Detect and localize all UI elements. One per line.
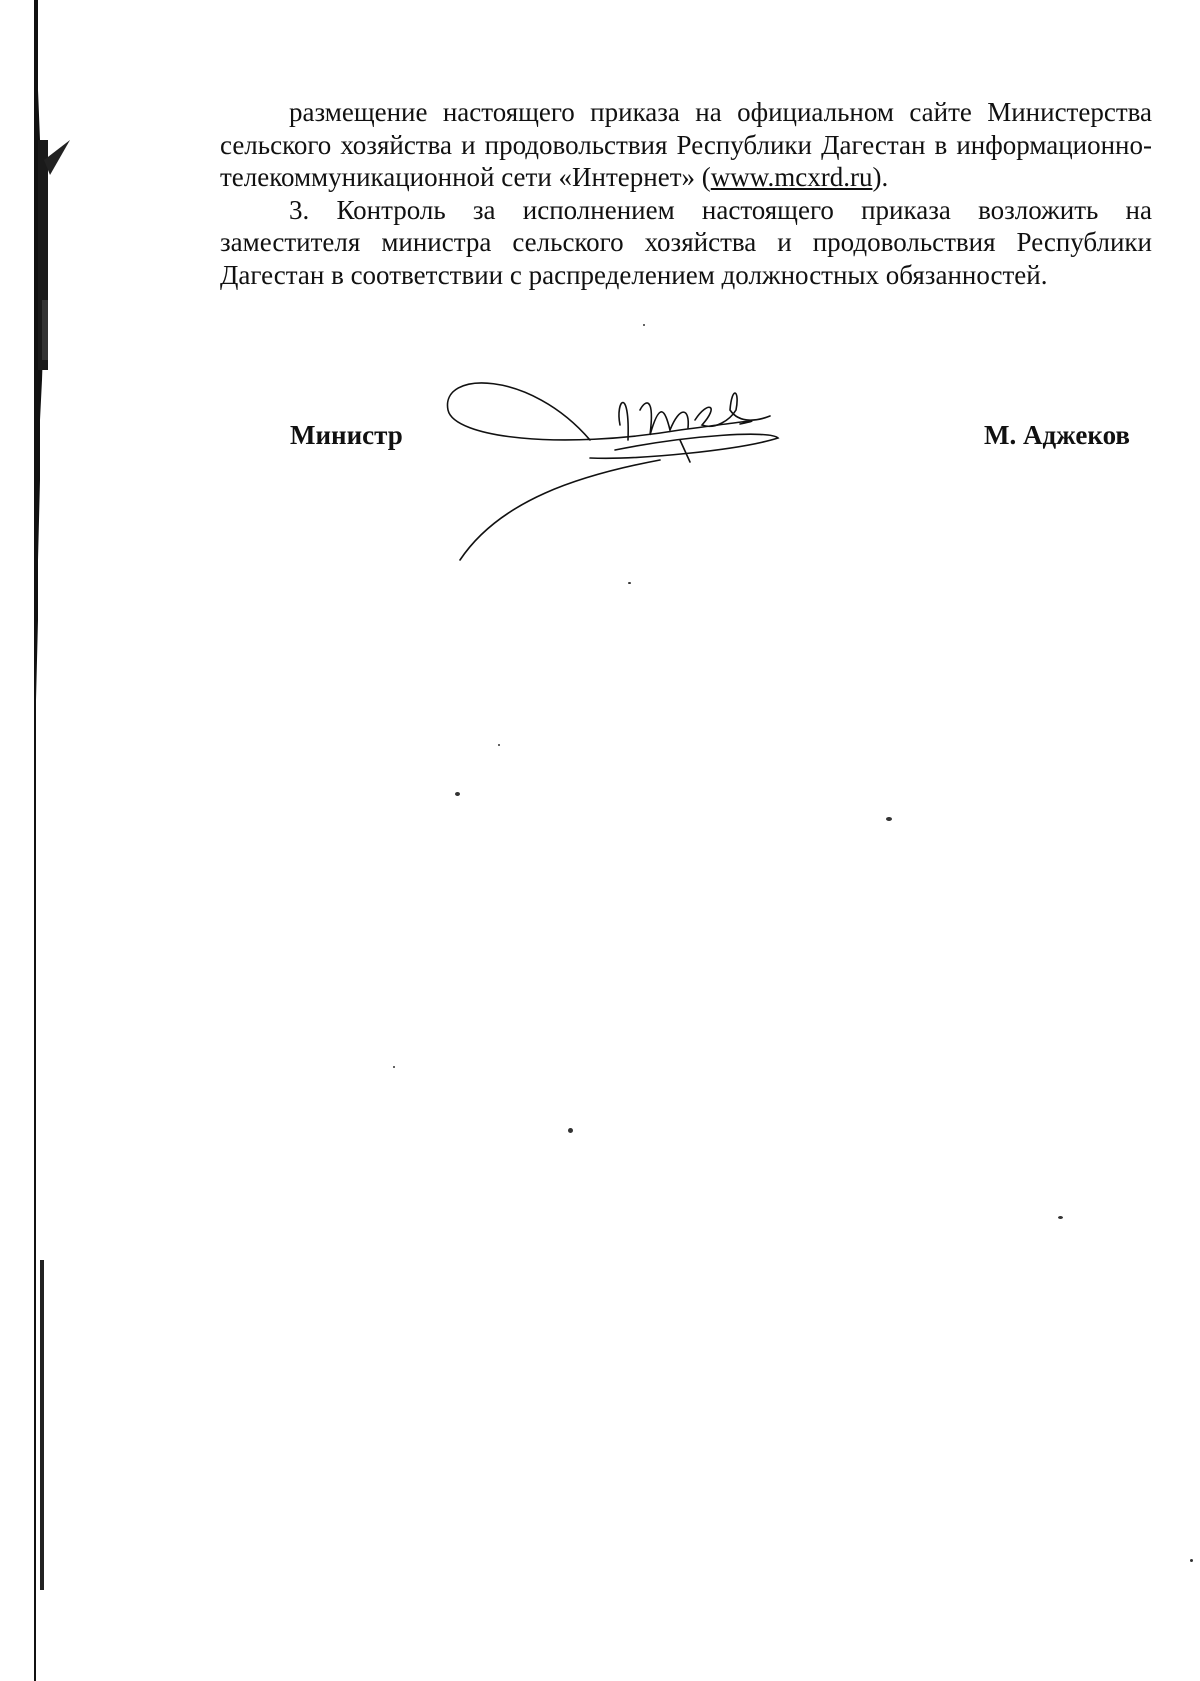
paragraph-publication bbox=[220, 96, 1152, 194]
scan-speck bbox=[498, 744, 500, 746]
paragraph-control: 3. Контроль за исполнением настоящего приказа возложить на заместителя министра сельского хозяйства и продовольствия Республики Дагестан в соответствии с распределением должностных обязанностей. bbox=[220, 194, 1152, 290]
scan-speck bbox=[1190, 1559, 1193, 1562]
body-text bbox=[220, 96, 1152, 291]
handwritten-signature bbox=[440, 380, 820, 580]
signatory-name: М. Аджеков bbox=[984, 420, 1130, 450]
scan-speck bbox=[568, 1128, 573, 1133]
scan-speck bbox=[1058, 1216, 1063, 1219]
scan-speck bbox=[886, 817, 892, 821]
paragraph-publication-text: размещение настоящего приказа на официальном сайте Министерства сельского хозяйства и продовольствия Республики Дагестан в информационно-телекоммуникационной сети «Интернет» ( bbox=[220, 97, 1152, 192]
scan-speck bbox=[628, 582, 631, 584]
scan-edge-artifact bbox=[30, 0, 70, 1681]
ministry-website-link[interactable]: www.mcxrd.ru bbox=[710, 162, 873, 192]
signatory-title: Министр bbox=[290, 420, 403, 450]
scan-speck bbox=[393, 1066, 395, 1068]
scan-speck bbox=[455, 792, 460, 796]
scan-speck bbox=[643, 324, 645, 326]
paragraph-publication-end: ). bbox=[872, 162, 889, 192]
